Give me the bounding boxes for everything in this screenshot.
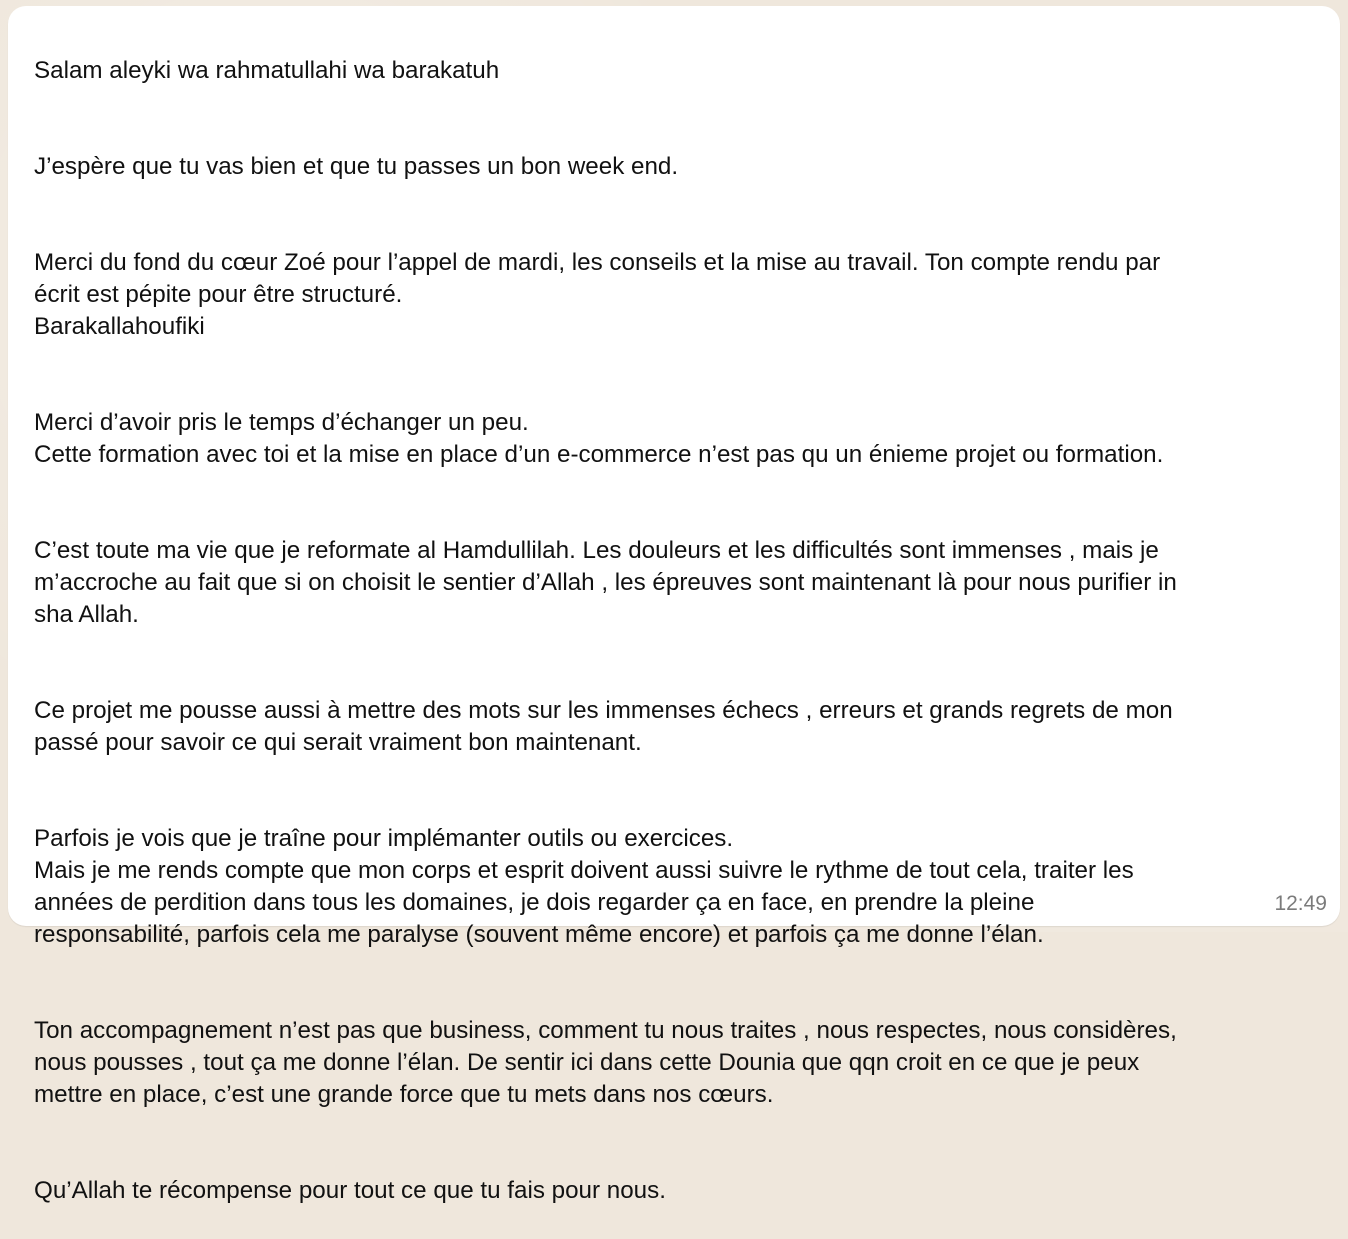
message-paragraph-exchange: Merci d’avoir pris le temps d’échanger un peu. Cette formation avec toi et la mise en place d’un e-commerce n’est pas qu un énieme projet ou formation. <box>34 409 1164 468</box>
message-paragraph-thanks: Merci du fond du cœur Zoé pour l’appel de mardi, les conseils et la mise au travail. Ton compte rendu par écrit est pépite pour être structuré. Barakallahoufiki <box>34 249 1161 340</box>
message-text <box>34 23 1320 1239</box>
message-paragraph-life: C’est toute ma vie que je reformate al Hamdullilah. Les douleurs et les difficultés sont immenses , mais je m’accroche au fait que si on choisit le sentier d’Allah , les épreuves sont maintenant là pour nous purifier in sha Allah. <box>34 537 1177 628</box>
message-paragraph-greeting: Salam aleyki wa rahmatullahi wa barakatuh <box>34 57 500 84</box>
message-paragraph-project: Ce projet me pousse aussi à mettre des mots sur les immenses échecs , erreurs et grands regrets de mon passé pour savoir ce qui serait vraiment bon maintenant. <box>34 697 1173 756</box>
message-paragraph-wellbeing: J’espère que tu vas bien et que tu passes un bon week end. <box>34 153 679 180</box>
message-paragraph-blessing: Qu’Allah te récompense pour tout ce que tu fais pour nous. <box>34 1177 666 1204</box>
message-paragraph-pace: Parfois je vois que je traîne pour implémanter outils ou exercices. Mais je me rends compte que mon corps et esprit doivent aussi suivre le rythme de tout cela, traiter les années de perdition dans tous les domaines, je dois regarder ça en face, en prendre la pleine responsabilité, parfois cela me paralyse (souvent même encore) et parfois ça me donne l’élan. <box>34 825 1134 948</box>
message-paragraph-accompaniment: Ton accompagnement n’est pas que business, comment tu nous traites , nous respectes, nous considères, nous pousses , tout ça me donne l’élan. De sentir ici dans cette Dounia que qqn croit en ce que je peux mettre en place, c’est une grande force que tu mets dans nos cœurs. <box>34 1017 1177 1108</box>
message-timestamp: 12:49 <box>1274 892 1327 915</box>
message-bubble[interactable] <box>8 6 1340 1204</box>
